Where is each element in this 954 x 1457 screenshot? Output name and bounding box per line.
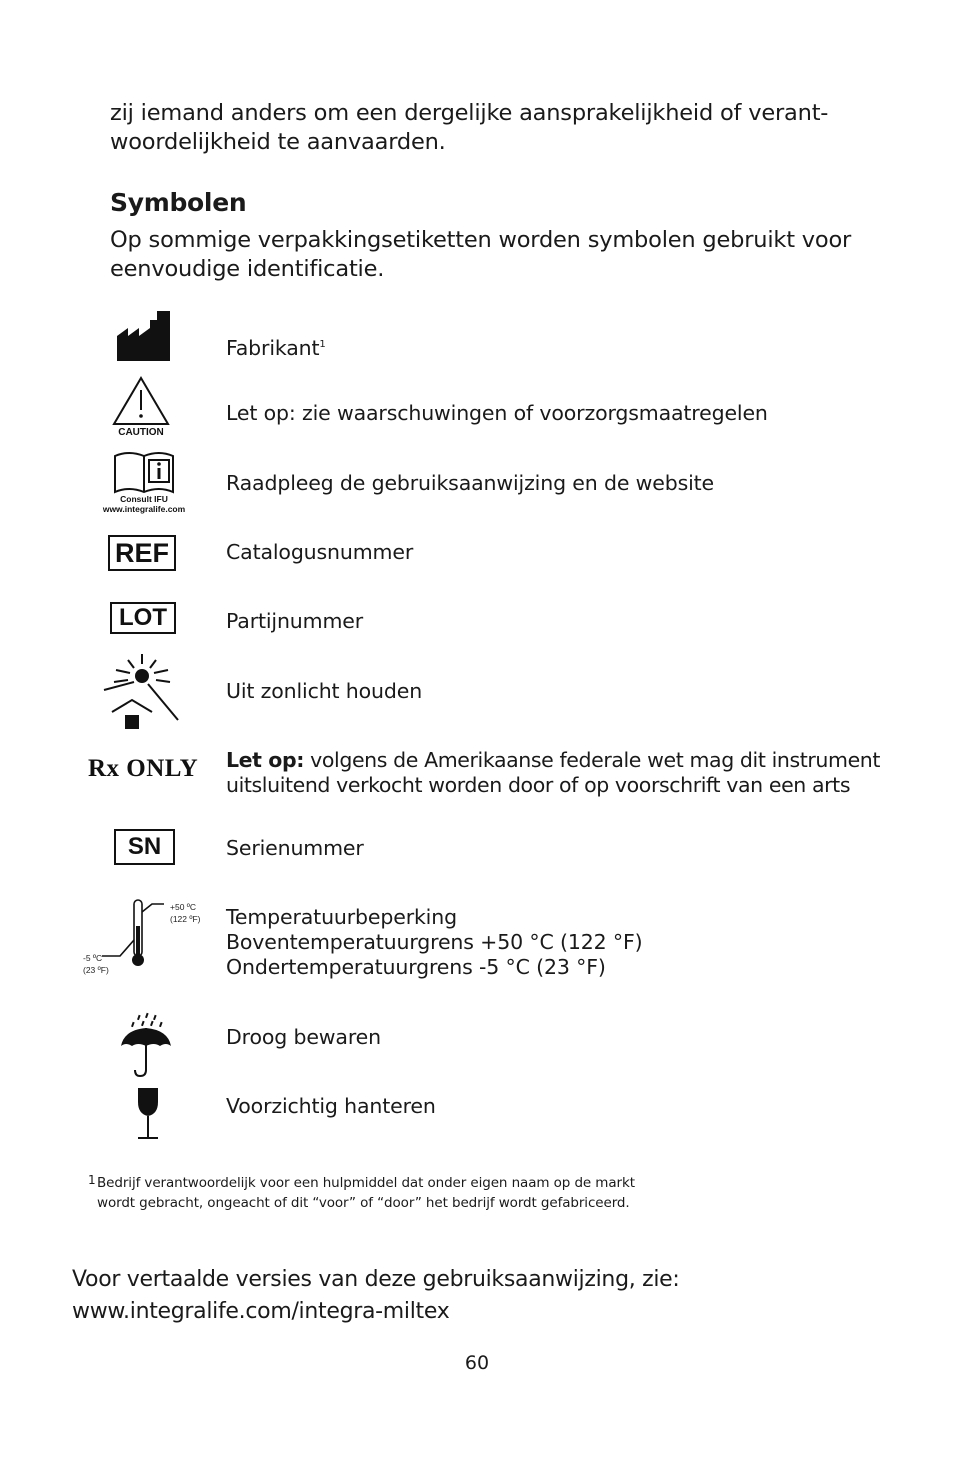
sn-box-icon: SN [114, 829, 175, 865]
footnote-number: 1 [88, 1173, 96, 1187]
symbol-label-serial: Serienummer [226, 836, 364, 860]
translations-note [72, 1264, 680, 1328]
symbol-label-sunlight: Uit zonlicht houden [226, 679, 423, 703]
temperature-line: Boventemperatuurgrens +50 °C (122 °F) [226, 930, 643, 954]
caution-triangle-icon [112, 376, 170, 426]
symbol-label-temperature [226, 905, 642, 980]
intro-paragraph [110, 99, 828, 157]
temperature-upper-limit [170, 901, 201, 925]
translations-text: Voor vertaalde versies van deze gebruiksaanwijzing, zie: [72, 1267, 680, 1292]
lower-celsius: -5 ºC [83, 953, 103, 963]
upper-fahrenheit: (122 ºF) [170, 914, 201, 924]
rx-text-line: volgens de Amerikaanse federale wet mag dit instrument [304, 748, 881, 772]
symbol-label-ref: Catalogusnummer [226, 540, 414, 564]
temperature-line: Ondertemperatuurgrens -5 °C (23 °F) [226, 955, 606, 979]
symbol-label-fragile: Voorzichtig hanteren [226, 1094, 436, 1118]
temperature-lower-limit [83, 952, 109, 976]
lot-box-icon: LOT [110, 602, 176, 634]
description-line: eenvoudige identificatie. [110, 256, 385, 282]
symbol-label-consult-ifu: Raadpleeg de gebruiksaanwijzing en de website [226, 471, 715, 495]
consult-ifu-text: Consult IFU [120, 494, 168, 504]
section-description [110, 226, 851, 284]
temperature-line: Temperatuurbeperking [226, 905, 457, 929]
page-number: 60 [464, 1352, 490, 1374]
caution-icon-text: CAUTION [118, 427, 164, 438]
ref-box-icon: REF [108, 535, 176, 571]
description-line: Op sommige verpakkingsetiketten worden symbolen gebruikt voor [110, 227, 852, 253]
rx-text-line: uitsluitend verkocht worden door of op voorschrift van een arts [226, 773, 851, 797]
upper-celsius: +50 ºC [170, 902, 197, 912]
symbol-label-caution: Let op: zie waarschuwingen of voorzorgsmaatregelen [226, 401, 768, 425]
intro-line: zij iemand anders om een dergelijke aansprakelijkheid of verant- [110, 100, 829, 126]
symbol-label-keep-dry: Droog bewaren [226, 1025, 381, 1049]
translations-url[interactable]: www.integralife.com/integra-miltex [72, 1299, 450, 1324]
footnote-marker: 1 [319, 339, 326, 350]
footnote-line: wordt gebracht, ongeacht of dit “voor” of “door” het bedrijf wordt gefabriceerd. [97, 1195, 630, 1211]
keep-dry-umbrella-icon [118, 1012, 174, 1078]
lower-fahrenheit: (23 ºF) [83, 965, 109, 975]
intro-line: woordelijkheid te aanvaarden. [110, 129, 446, 155]
fragile-glass-icon [134, 1086, 162, 1140]
keep-away-sunlight-icon [100, 652, 184, 730]
symbol-label-rx-only [226, 748, 880, 798]
factory-icon [116, 310, 172, 362]
consult-ifu-url: www.integralife.com [102, 504, 186, 514]
footnote [88, 1173, 635, 1213]
symbol-label-lot: Partijnummer [226, 609, 364, 633]
footnote-line: Bedrijf verantwoordelijk voor een hulpmiddel dat onder eigen naam op de markt [97, 1175, 635, 1191]
section-heading: Symbolen [110, 188, 247, 217]
symbol-label-manufacturer: Fabrikant$^1$ [226, 335, 326, 360]
consult-ifu-icon-text [96, 494, 192, 514]
rx-caution-label: Let op: [226, 748, 305, 772]
consult-ifu-book-icon [113, 450, 175, 494]
rx-only-icon: Rx ONLY [88, 755, 199, 782]
